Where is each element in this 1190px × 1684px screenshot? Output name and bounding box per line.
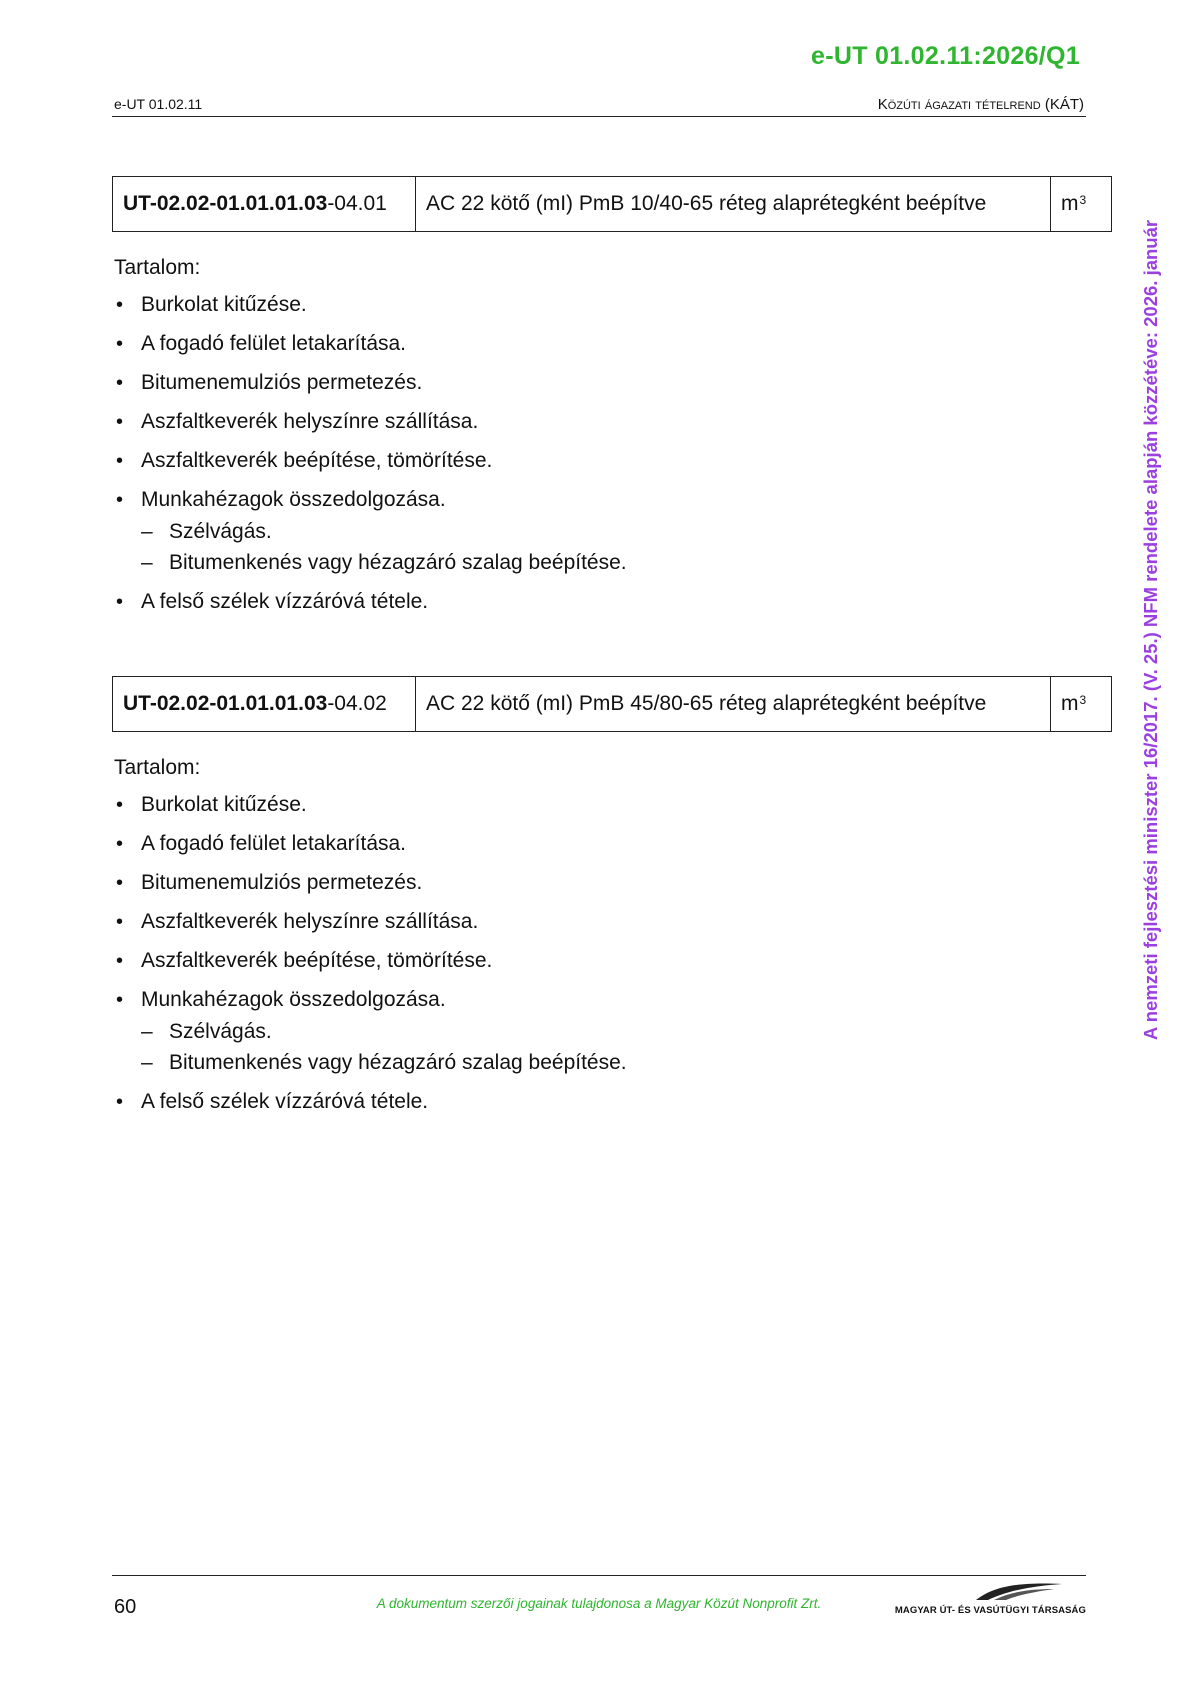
list-item — [112, 909, 1112, 935]
bullet-icon: • — [116, 591, 124, 613]
item-block-1 — [112, 176, 1112, 628]
bullet-icon: • — [116, 1091, 124, 1113]
bullet-icon: • — [116, 833, 124, 855]
sub-list — [141, 1019, 1112, 1076]
item-unit — [1051, 677, 1111, 731]
list-item — [112, 948, 1112, 974]
item-code-rest: -04.02 — [327, 692, 387, 715]
item-code — [113, 177, 416, 231]
list-item-text: A fogadó felület letakarítása. — [141, 332, 407, 355]
dash-icon: – — [141, 1020, 153, 1043]
list-item-text: Munkahézagok összedolgozása. — [141, 488, 446, 511]
list-item — [112, 331, 1112, 357]
copyright-notice: A dokumentum szerzői jogainak tulajdonosa a Magyar Közút Nonprofit Zrt. — [376, 1596, 822, 1611]
item-unit-base: m — [1061, 192, 1079, 215]
content-label: Tartalom: — [114, 256, 201, 279]
item-unit-base: m — [1061, 692, 1079, 715]
list-item — [112, 987, 1112, 1076]
item-header-table — [112, 676, 1112, 732]
item-unit — [1051, 177, 1111, 231]
sub-list-item-text: Bitumenkenés vagy hézagzáró szalag beépítése. — [169, 1051, 627, 1074]
sub-list-item-text: Szélvágás. — [169, 520, 272, 543]
document-stamp: e-UT 01.02.11:2026/Q1 — [811, 42, 1080, 70]
page-number: 60 — [114, 1596, 137, 1618]
bullet-icon: • — [116, 411, 124, 433]
sub-list-item-text: Bitumenkenés vagy hézagzáró szalag beépítése. — [169, 551, 627, 574]
list-item — [112, 792, 1112, 818]
list-item-text: Aszfaltkeverék helyszínre szállítása. — [141, 910, 479, 933]
list-item — [112, 409, 1112, 435]
logo-text: MAGYAR ÚT- ÉS VASÚTÜGYI TÁRSASÁG — [894, 1605, 1086, 1616]
item-unit-sup: 3 — [1079, 693, 1087, 707]
sub-list-item — [141, 1050, 1112, 1076]
item-header-table — [112, 176, 1112, 232]
bullet-icon: • — [116, 294, 124, 316]
header-doc-id: e-UT 01.02.11 — [114, 96, 203, 112]
list-item — [112, 1089, 1112, 1115]
header-title: Közúti ágazati tételrend (KÁT) — [877, 96, 1084, 113]
list-item-text: Aszfaltkeverék beépítése, tömörítése. — [141, 949, 493, 972]
list-item — [112, 448, 1112, 474]
sub-list-item-text: Szélvágás. — [169, 1020, 272, 1043]
list-item-text: Bitumenemulziós permetezés. — [141, 371, 423, 394]
list-item — [112, 370, 1112, 396]
dash-icon: – — [141, 520, 153, 543]
list-item-text: Aszfaltkeverék helyszínre szállítása. — [141, 410, 479, 433]
content-list — [112, 292, 1112, 615]
bullet-icon: • — [116, 911, 124, 933]
content-list — [112, 792, 1112, 1115]
list-item-text: Aszfaltkeverék beépítése, tömörítése. — [141, 449, 493, 472]
page-header — [112, 94, 1086, 117]
list-item — [112, 487, 1112, 576]
sub-list-item — [141, 550, 1112, 576]
bullet-icon: • — [116, 872, 124, 894]
list-item-text: Bitumenemulziós permetezés. — [141, 871, 423, 894]
road-swoosh-icon — [974, 1580, 1064, 1602]
list-item — [112, 589, 1112, 615]
side-note: A nemzeti fejlesztési miniszter 16/2017. (V. 25.) NFM rendelete alapján közzétéve: 2026. január — [1140, 219, 1161, 1041]
content-label: Tartalom: — [114, 756, 201, 779]
bullet-icon: • — [116, 372, 124, 394]
item-description: AC 22 kötő (mI) PmB 10/40-65 réteg alaprétegként beépítve — [416, 177, 1051, 231]
list-item — [112, 870, 1112, 896]
dash-icon: – — [141, 1051, 153, 1074]
list-item-text: Munkahézagok összedolgozása. — [141, 988, 446, 1011]
list-item — [112, 292, 1112, 318]
sub-list — [141, 519, 1112, 576]
society-logo — [894, 1580, 1086, 1624]
list-item-text: A felső szélek vízzáróvá tétele. — [141, 1090, 429, 1113]
list-item-text: A felső szélek vízzáróvá tétele. — [141, 590, 429, 613]
sub-list-item — [141, 519, 1112, 545]
page-footer — [112, 1575, 1086, 1626]
item-code-rest: -04.01 — [327, 192, 387, 215]
sub-list-item — [141, 1019, 1112, 1045]
bullet-icon: • — [116, 333, 124, 355]
bullet-icon: • — [116, 989, 124, 1011]
list-item-text: Burkolat kitűzése. — [141, 293, 307, 316]
item-unit-sup: 3 — [1079, 193, 1087, 207]
item-block-2 — [112, 676, 1112, 1128]
item-code-bold: UT-02.02-01.01.01.03 — [123, 692, 328, 715]
list-item-text: A fogadó felület letakarítása. — [141, 832, 407, 855]
bullet-icon: • — [116, 950, 124, 972]
bullet-icon: • — [116, 794, 124, 816]
list-item — [112, 831, 1112, 857]
list-item-text: Burkolat kitűzése. — [141, 793, 307, 816]
dash-icon: – — [141, 551, 153, 574]
bullet-icon: • — [116, 450, 124, 472]
item-description: AC 22 kötő (mI) PmB 45/80-65 réteg alaprétegként beépítve — [416, 677, 1051, 731]
item-code — [113, 677, 416, 731]
item-code-bold: UT-02.02-01.01.01.03 — [123, 192, 328, 215]
bullet-icon: • — [116, 489, 124, 511]
